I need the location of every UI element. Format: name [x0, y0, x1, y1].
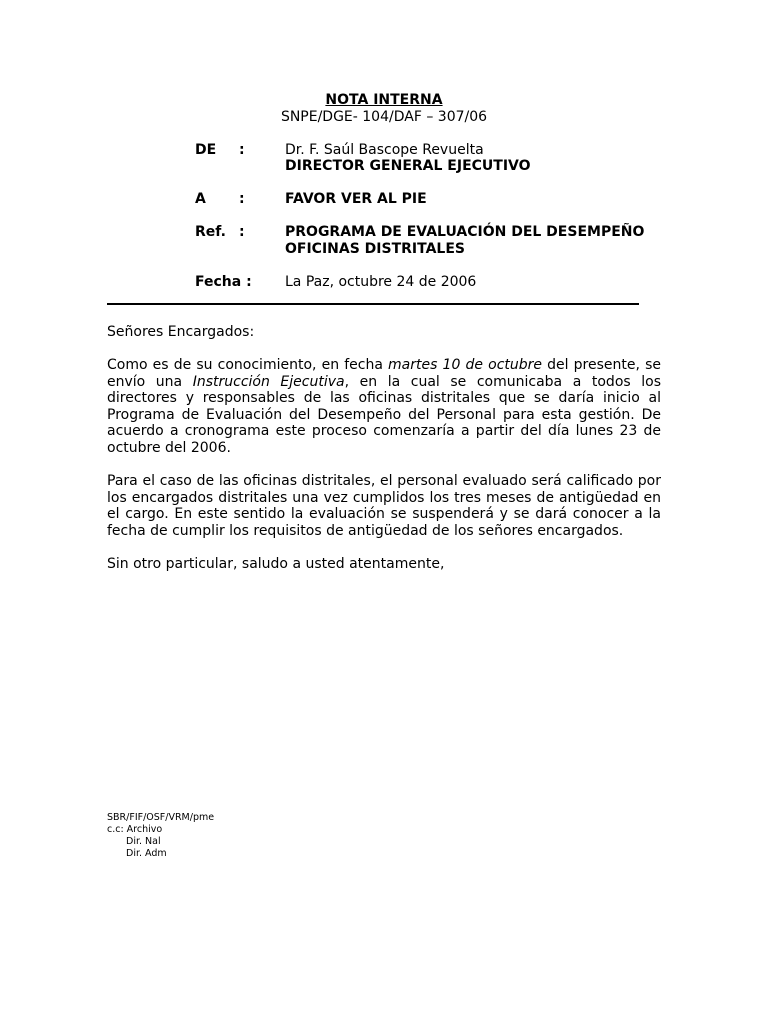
paragraph-1 [107, 357, 661, 457]
paragraph-1-emphasis-instruction: Instrucción Ejecutiva [192, 373, 345, 390]
paragraph-1-part-c: , en la cual se comunicaba a todos los directores y responsables de las oficinas distritales que se daría inicio al Programa de Evaluación del Desempeño del Personal para esta gestión. De acuerdo a cronograma este proceso comenzaría a partir del día lunes 23 de octubre del 2006. [107, 373, 662, 456]
a-colon: : [239, 191, 245, 207]
paragraph-2: Para el caso de las oficinas distritales, el personal evaluado será calificado por los encargados distritales una vez cumplidos los tres meses de antigüedad en el cargo. En este sentido la evaluación se suspenderá y se dará conocer a la fecha de cumplir los requisitos de antigüedad de los señores encargados. [107, 473, 661, 539]
footer-initials: SBR/FIF/OSF/VRM/pme [107, 812, 215, 823]
a-value: FAVOR VER AL PIE [285, 191, 427, 207]
closing-line: Sin otro particular, saludo a usted atentamente, [107, 556, 445, 572]
ref-label: Ref. [195, 224, 226, 240]
reference-code: SNPE/DGE- 104/DAF – 307/06 [280, 109, 488, 125]
a-label: A [195, 191, 206, 207]
de-colon: : [239, 142, 245, 158]
footer-cc-archivo: c.c: Archivo [107, 824, 163, 835]
de-name: Dr. F. Saúl Bascope Revuelta [285, 142, 484, 158]
paragraph-1-part-a: Como es de su conocimiento, en fecha [107, 357, 389, 373]
ref-colon: : [239, 224, 245, 240]
de-label: DE [195, 142, 217, 158]
fecha-value: La Paz, octubre 24 de 2006 [285, 274, 477, 290]
de-position: DIRECTOR GENERAL EJECUTIVO [285, 158, 531, 174]
footer-cc-dir-nal: Dir. Nal [126, 836, 161, 847]
paragraph-1-emphasis-date: martes 10 de octubre [388, 357, 543, 373]
header-divider [107, 303, 639, 305]
greeting: Señores Encargados: [107, 324, 255, 340]
fecha-label: Fecha : [195, 274, 252, 290]
paragraph-1-part-b: del presente, se envío una [107, 357, 661, 390]
document-title: NOTA INTERNA [325, 92, 443, 108]
ref-line-1: PROGRAMA DE EVALUACIÓN DEL DESEMPEÑO [285, 224, 645, 240]
footer-cc-dir-adm: Dir. Adm [126, 848, 167, 859]
ref-line-2: OFICINAS DISTRITALES [285, 241, 465, 257]
